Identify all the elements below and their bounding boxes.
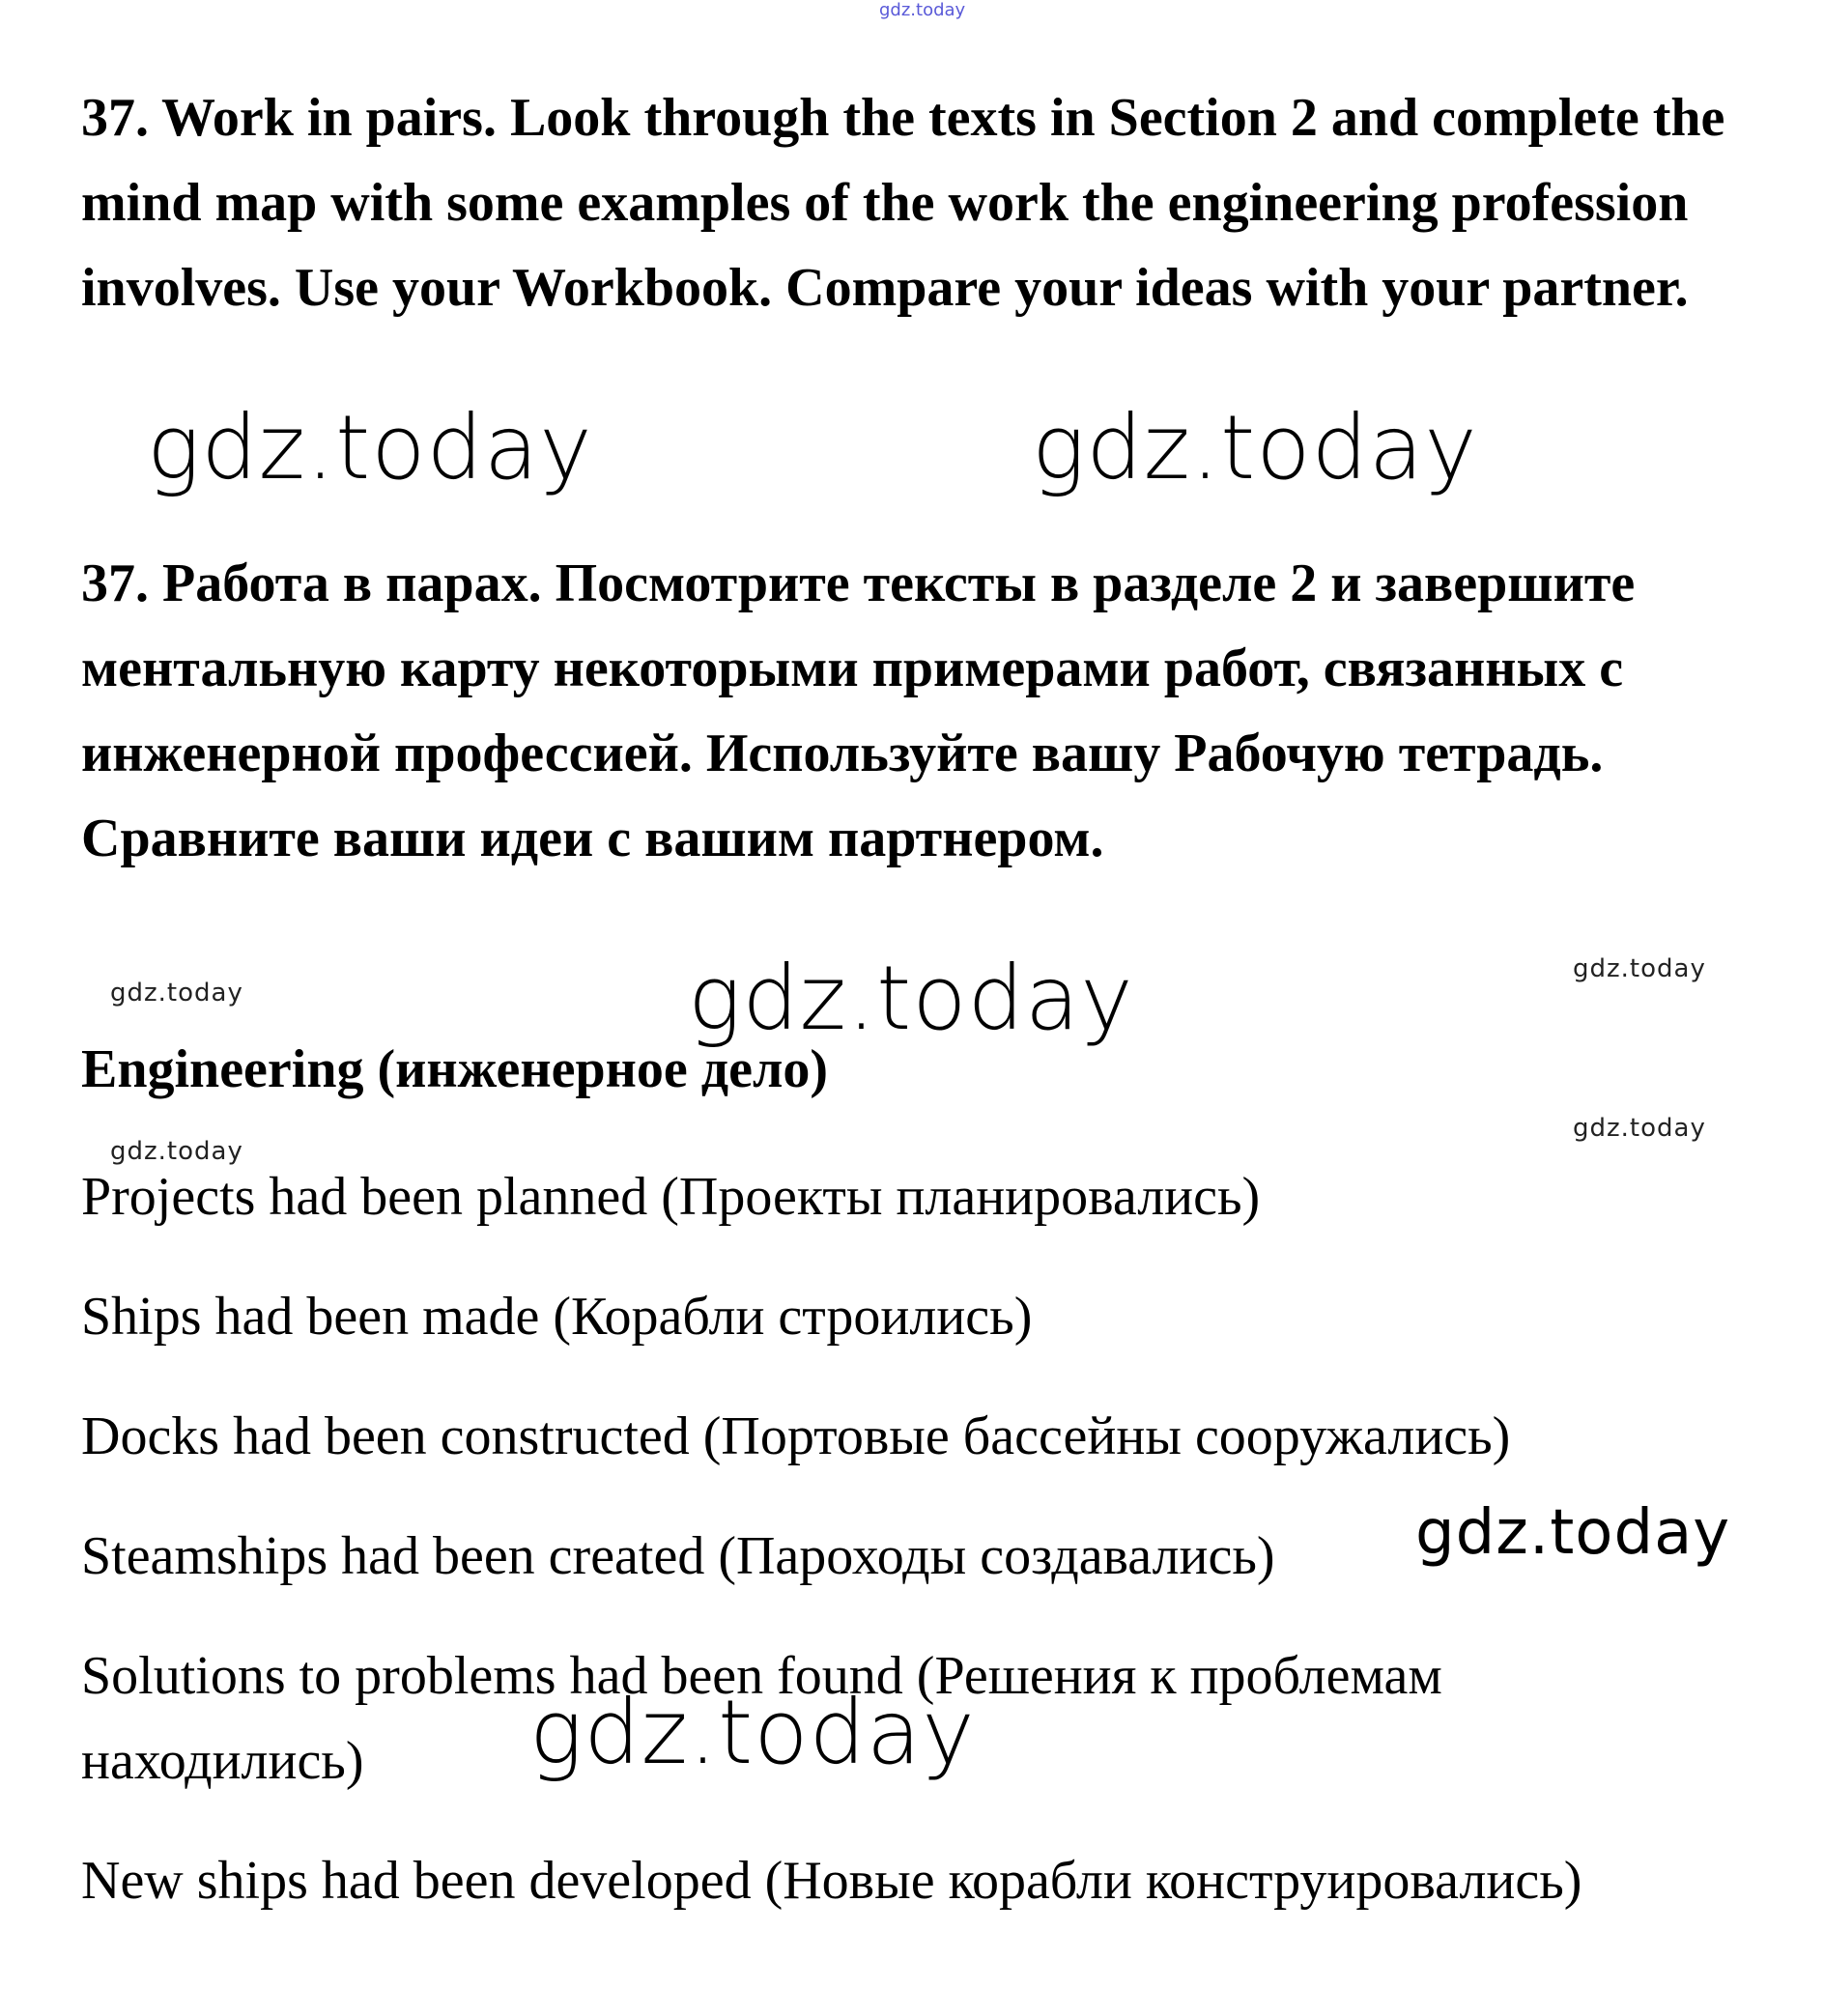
watermark: gdz.today [688,947,1134,1050]
watermark: gdz.today [1415,1497,1731,1569]
watermark: gdz.today [1573,1114,1706,1143]
list-item: Steamships had been created (Пароходы создавались) [81,1526,1275,1586]
watermark: gdz.today [147,396,593,499]
section-title: Engineering (инженерное дело) [81,1039,829,1099]
task-text-english: 37. Work in pairs. Look through the texts in Section 2 and complete the mind map with some examples of the work the engineering profession involves. Use your Workbook. Compare your ideas with your partner. [81,88,1725,318]
list-item: Projects had been planned (Проекты планировались) [81,1167,1261,1227]
task-text-russian: 37. Работа в парах. Посмотрите тексты в разделе 2 и завершите ментальную карту некоторыми примерами работ, связанных с инженерной профессией. Используйте вашу Рабочую тетрадь. Сравните ваши идеи с вашим партнером. [81,554,1636,868]
watermark: gdz.today [110,979,243,1008]
list-item: Ships had been made (Корабли строились) [81,1287,1033,1347]
watermark: gdz.today [110,1137,243,1166]
list-item: Docks had been constructed (Портовые бассейны сооружались) [81,1406,1511,1466]
list-item: Solutions to problems had been found (Решения к проблемам находились) [81,1646,1442,1791]
watermark: gdz.today [1032,396,1478,499]
watermark: gdz.today [1573,954,1706,983]
list-item: New ships had been developed (Новые корабли конструировались) [81,1851,1582,1911]
top-watermark: gdz.today [879,0,966,20]
watermark: gdz.today [529,1681,976,1784]
